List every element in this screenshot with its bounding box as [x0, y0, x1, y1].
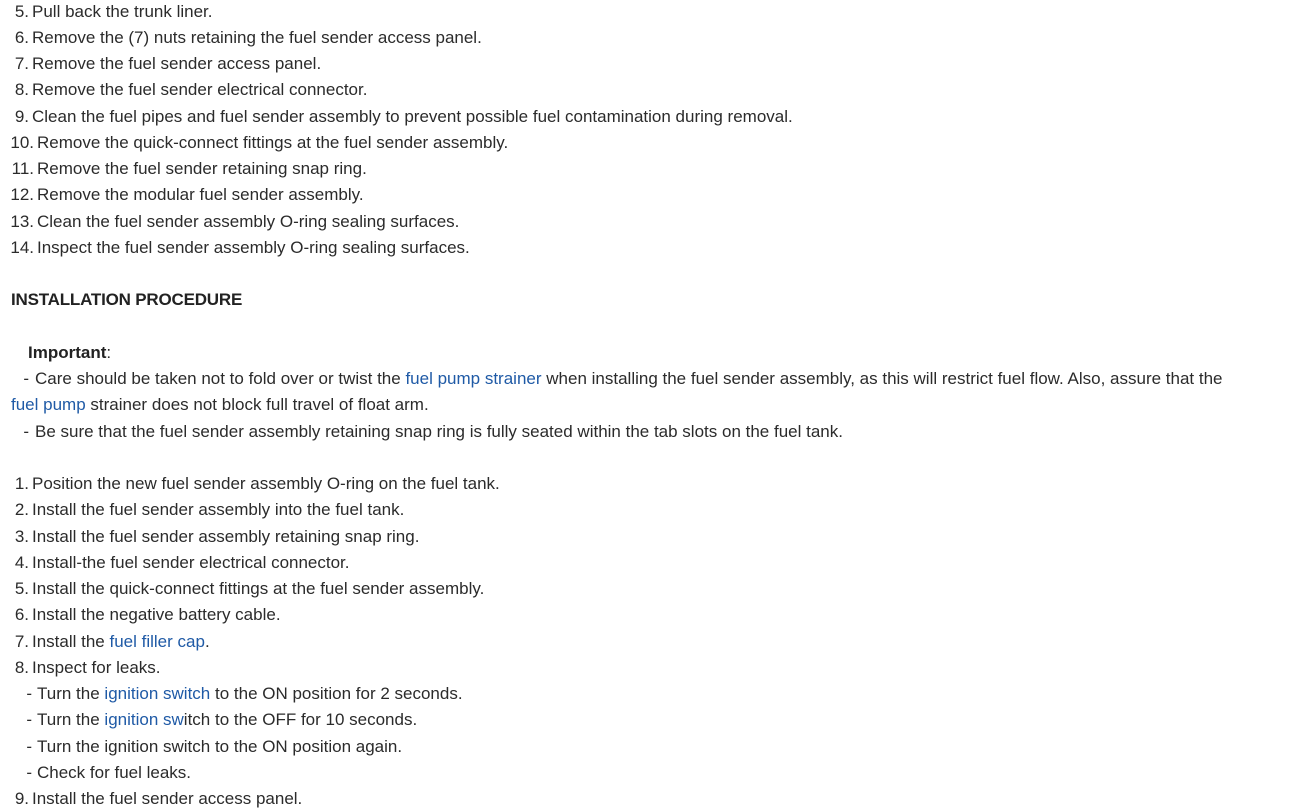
list-item: 1. Position the new fuel sender assembly O-ring on the fuel tank. — [14, 474, 500, 493]
list-item: - Turn the ignition switch to the ON position for 2 seconds. — [26, 684, 463, 703]
ignition-switch-link[interactable]: ignition switch — [104, 684, 211, 703]
list-item: - Turn the ignition switch to the OFF for 10 seconds. — [26, 710, 418, 729]
list-item: 5. Pull back the trunk liner. — [14, 2, 213, 21]
important-label: Important: — [28, 343, 112, 362]
list-item: 6. Install the negative battery cable. — [14, 605, 281, 624]
list-item: 3. Install the fuel sender assembly retaining snap ring. — [14, 527, 420, 546]
list-item: 8. Remove the fuel sender electrical connector. — [14, 80, 368, 99]
list-item: 5. Install the quick-connect fittings at the fuel sender assembly. — [14, 579, 485, 598]
ignition-switch-link-2[interactable]: ignition sw — [104, 710, 184, 729]
important-note-strainer: - Care should be taken not to fold over or twist the fuel pump strainer when installing the fuel sender assembly, as this will restrict fuel flow. Also, assure that the fuel pump strainer does not block full travel of float arm. — [11, 369, 1223, 414]
important-note-snap-ring: - Be sure that the fuel sender assembly retaining snap ring is fully seated within the tab slots on the fuel tank. — [23, 422, 843, 441]
list-item: 12. Remove the modular fuel sender assembly. — [10, 185, 364, 204]
list-item: 7. Remove the fuel sender access panel. — [14, 54, 322, 73]
list-item: 11. Remove the fuel sender retaining snap ring. — [11, 159, 367, 178]
list-item: 14. Inspect the fuel sender assembly O-ring sealing surfaces. — [10, 238, 470, 257]
list-item: 13. Clean the fuel sender assembly O-ring sealing surfaces. — [10, 212, 460, 231]
list-item: 9. Install the fuel sender access panel. — [14, 789, 303, 808]
list-item: 7. Install the fuel filler cap. — [14, 632, 210, 651]
list-item: 4. Install-the fuel sender electrical connector. — [14, 553, 350, 572]
list-item: - Turn the ignition switch to the ON position again. — [26, 737, 403, 756]
list-item: 2. Install the fuel sender assembly into the fuel tank. — [14, 500, 405, 519]
installation-heading: INSTALLATION PROCEDURE — [11, 290, 243, 309]
fuel-pump-link[interactable]: fuel pump — [11, 395, 86, 414]
list-item: 10. Remove the quick-connect fittings at the fuel sender assembly. — [10, 133, 509, 152]
fuel-pump-strainer-link[interactable]: fuel pump strainer — [405, 369, 542, 388]
list-item: 9. Clean the fuel pipes and fuel sender assembly to prevent possible fuel contamination during removal. — [14, 107, 793, 126]
list-item: 6. Remove the (7) nuts retaining the fuel sender access panel. — [14, 28, 482, 47]
list-item: - Check for fuel leaks. — [26, 763, 192, 782]
fuel-filler-cap-link[interactable]: fuel filler cap — [109, 632, 205, 651]
list-item: 8. Inspect for leaks. — [14, 658, 161, 677]
